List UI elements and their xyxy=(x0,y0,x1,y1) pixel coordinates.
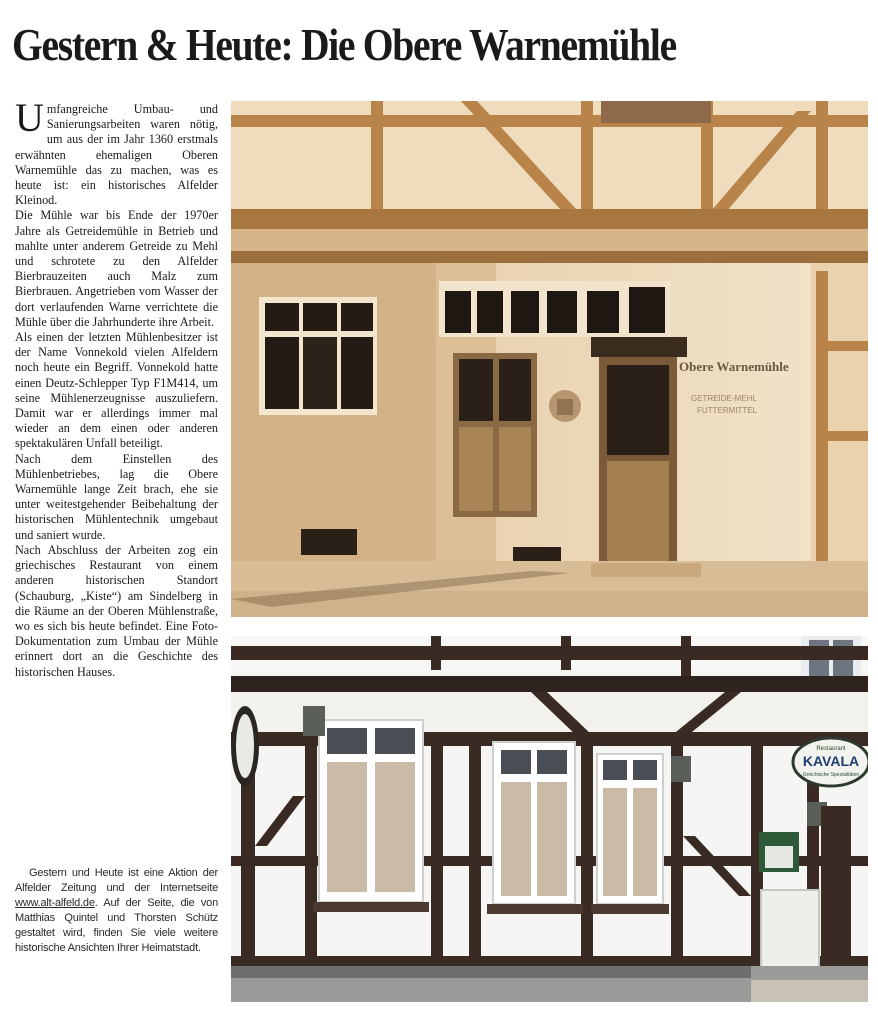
paragraph-1-text: mfangreiche Umbau- und Sanierungsarbeiten waren nötig, um aus der im Jahr 1360 erstmals erwähnten ehemaligen Oberen Warnemühle das zu machen, was es heute ist: ein historisches Alfelder Kleinod. xyxy=(15,102,218,208)
website-link[interactable]: www.alt-alfeld.de xyxy=(15,897,95,909)
photo-gestern xyxy=(231,101,868,617)
paragraph-1 xyxy=(15,95,218,208)
paragraph-2: Die Mühle war bis Ende der 1970er Jahre als Getreidemühle in Betrieb und mahlte unter anderem Getreide zu Mehl und schrotete zu den Alfelder Bierbrauzeiten auch Malz zum Bierbrauen. Angetrieben vom Wasser der dort verlaufenden Warne verrichtete die Mühle über die Jahrhunderte ihre Arbeit. xyxy=(15,208,218,329)
note-text-start: Gestern und Heute ist eine Aktion der Alfelder Zeitung und der Internetseite xyxy=(15,867,218,894)
restaurant-sign-name: KAVALA xyxy=(802,753,860,769)
mill-sign-line-2: GETREIDE-MEHL xyxy=(691,394,757,403)
paragraph-5: Nach Abschluss der Arbeiten zog ein griechisches Restaurant von einem anderen historischen Standort (Schauburg, „Kiste“) am Sindelberg in die Räume an der Oberen Mühlenstraße, wo es sich bis heute befindet. Eine Foto-Dokumentation zum Umbau der Mühle erinnert dort an die Geschichte des historischen Hauses. xyxy=(15,542,218,679)
article-body xyxy=(15,95,218,680)
drop-cap: U xyxy=(15,95,44,140)
mill-sign-line-3: FUTTERMITTEL xyxy=(697,406,757,415)
paragraph-3: Als einen der letzten Mühlenbesitzer ist der Name Vonnekold vielen Alfeldern noch heute ein Begriff. Vonnekold hatte einen Deutz-Schlepper Typ F1M414, um seine Mühlenerzeugnisse auszuliefern. Damit war er allerdings immer mal wieder an dem einen oder anderen spektakulären Unfall beteiligt. xyxy=(15,330,218,451)
restaurant-sign-top: Restaurant xyxy=(816,746,846,752)
photo-heute xyxy=(231,636,868,1002)
photo-gestern-drawing xyxy=(231,101,868,617)
headline: Gestern & Heute: Die Obere Warnemühle xyxy=(12,19,676,70)
series-note xyxy=(15,866,218,956)
photo-heute-drawing xyxy=(231,636,868,1002)
paragraph-4: Nach dem Einstellen des Mühlenbetriebes, lag die Obere Warnemühle lange Zeit brach, ehe sie unter weitestgehender Beibehaltung der historischen Mühlentechnik umgebaut und saniert wurde. xyxy=(15,451,218,542)
restaurant-sign-bottom: Griechische Spezialitäten xyxy=(802,772,860,778)
mill-sign-name: Obere Warnemühle xyxy=(679,359,789,374)
note-text-end: . Auf der Seite, die von Matthias Quintel und Thorsten Schütz gestaltet wird, finden Sie viele weitere historische Ansichten Ihrer Heimatstadt. xyxy=(15,897,218,954)
